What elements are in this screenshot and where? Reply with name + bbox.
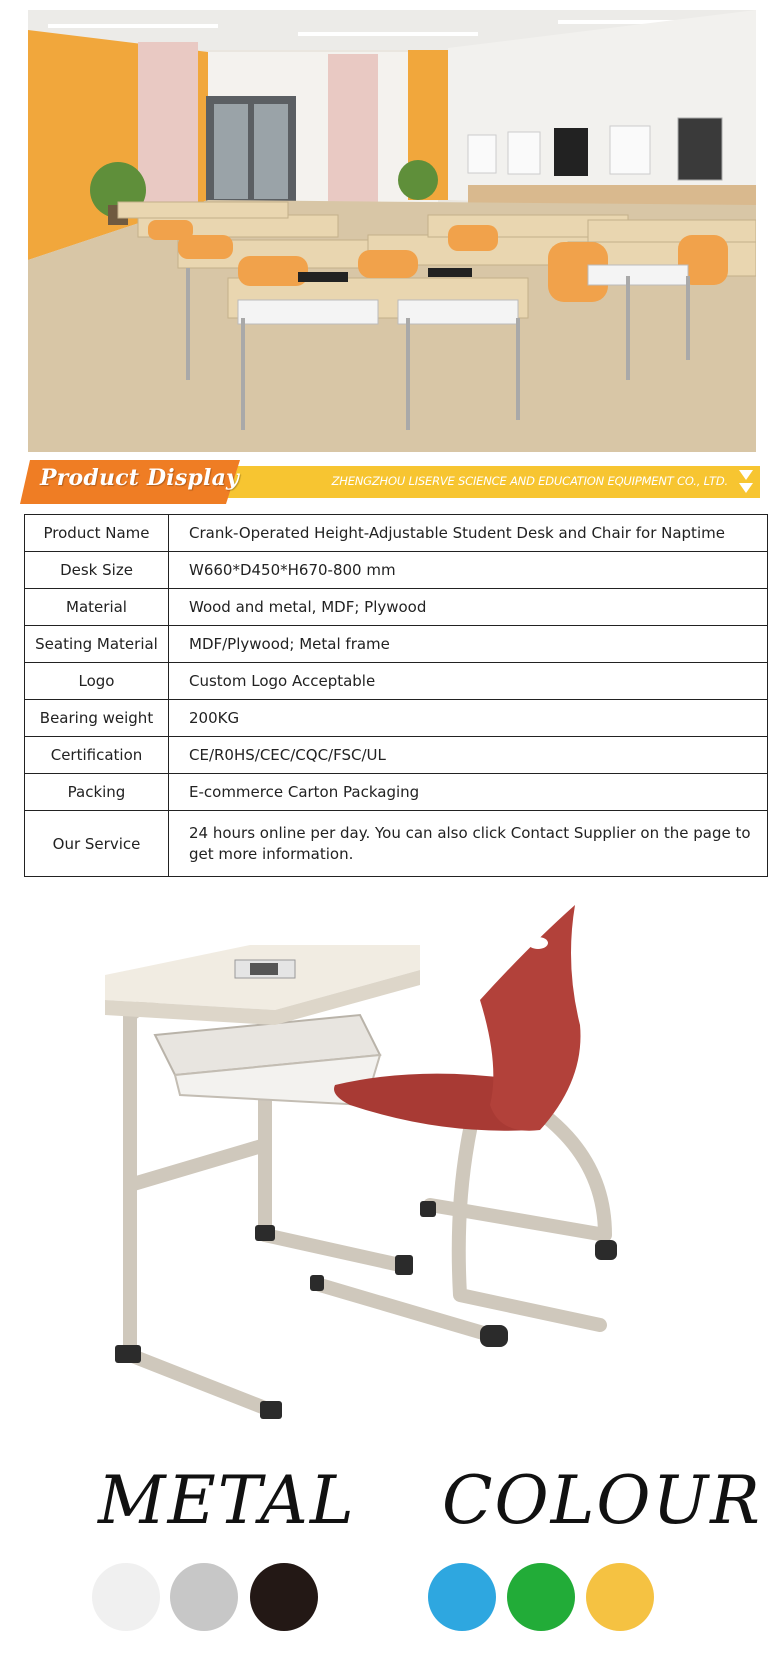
colour-swatch-blue: [428, 1563, 496, 1631]
spec-value: W660*D450*H670-800 mm: [169, 552, 768, 589]
spec-key: Material: [25, 589, 169, 626]
table-row: [25, 626, 768, 663]
table-row: [25, 811, 768, 877]
metal-swatch-grey: [170, 1563, 238, 1631]
table-row: [25, 774, 768, 811]
spec-key: Certification: [25, 737, 169, 774]
table-row: [25, 737, 768, 774]
table-row: [25, 589, 768, 626]
spec-table: [24, 514, 768, 877]
spec-key: Bearing weight: [25, 700, 169, 737]
spec-value: 24 hours online per day. You can also click Contact Supplier on the page to get more information.: [169, 811, 768, 877]
spec-value: 200KG: [169, 700, 768, 737]
colour-heading: COLOUR: [442, 1462, 762, 1539]
spec-value: Custom Logo Acceptable: [169, 663, 768, 700]
product-display-banner: [20, 460, 760, 504]
spec-key: Desk Size: [25, 552, 169, 589]
table-row: [25, 515, 768, 552]
table-row: [25, 552, 768, 589]
double-chevron-down-icon: [738, 468, 754, 496]
spec-value: MDF/Plywood; Metal frame: [169, 626, 768, 663]
banner-title: Product Display: [40, 465, 240, 491]
table-row: [25, 700, 768, 737]
colour-swatch-yellow: [586, 1563, 654, 1631]
spec-value: Crank-Operated Height-Adjustable Student Desk and Chair for Naptime: [169, 515, 768, 552]
table-row: [25, 663, 768, 700]
metal-swatch-white: [92, 1563, 160, 1631]
spec-key: Our Service: [25, 811, 169, 877]
spec-key: Seating Material: [25, 626, 169, 663]
spec-value: CE/R0HS/CEC/CQC/FSC/UL: [169, 737, 768, 774]
spec-key: Product Name: [25, 515, 169, 552]
spec-key: Packing: [25, 774, 169, 811]
spec-key: Logo: [25, 663, 169, 700]
metal-heading: METAL: [98, 1462, 356, 1539]
spec-value: E-commerce Carton Packaging: [169, 774, 768, 811]
classroom-photo: [28, 10, 756, 452]
metal-swatch-black: [250, 1563, 318, 1631]
colour-swatch-green: [507, 1563, 575, 1631]
banner-company-name: ZHENGZHOU LISERVE SCIENCE AND EDUCATION EQUIPMENT CO., LTD.: [331, 474, 728, 488]
desk-chair-product-image: [60, 905, 700, 1445]
spec-value: Wood and metal, MDF; Plywood: [169, 589, 768, 626]
